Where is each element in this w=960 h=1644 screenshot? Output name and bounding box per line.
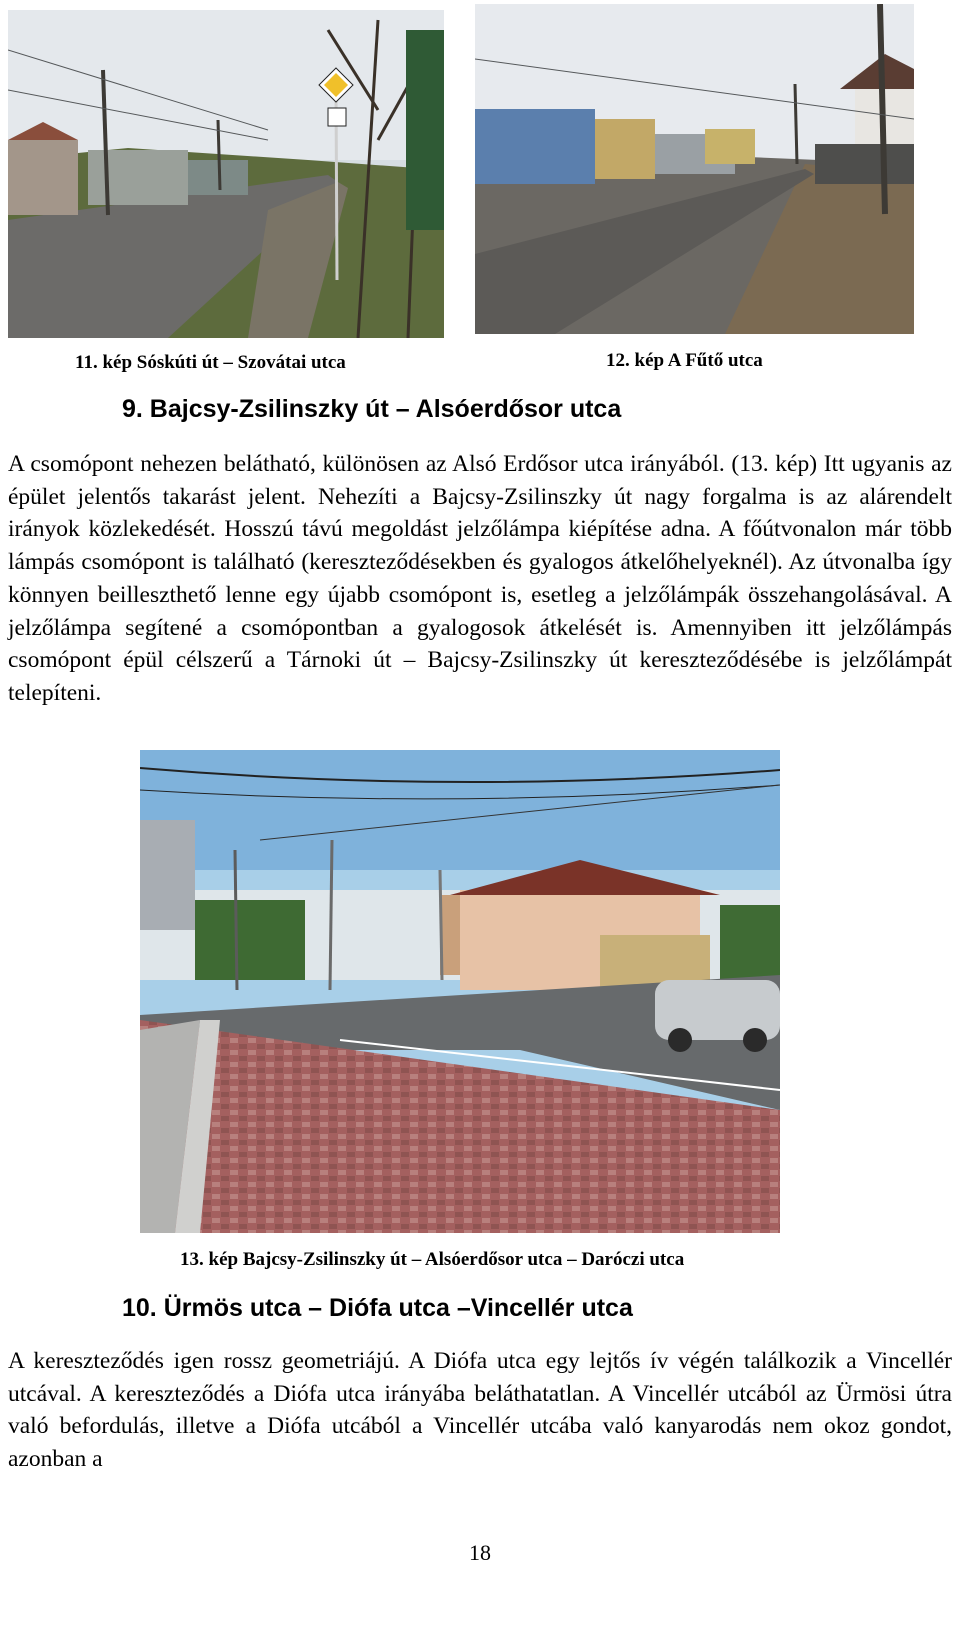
section-body-10: A kereszteződés igen rossz geometriájú. A Diófa utca egy lejtős ív végén találkozik a Vincellér utcával. A kereszteződés a Diófa utca irányába beláthatatlan. A Vincellér utcából az Ürmösi útra való befordulás, illetve a Diófa utcából a Vincellér utcába való kanyarodás nem okoz gondot, azonban a: [8, 1348, 952, 1473]
section-heading-9: 9. Bajcsy-Zsilinszky út – Alsóerdősor utca: [122, 395, 622, 423]
photo-11: [8, 10, 444, 338]
figure-caption-12: 12. kép A Fűtő utca: [606, 350, 763, 371]
photo-12: [475, 4, 914, 334]
section-body-9: A csomópont nehezen belátható, különösen az Alsó Erdősor utca irányából. (13. kép) Itt ugyanis az épület jelentős takarást jelent. Nehezíti a Bajcsy-Zsilinszky út nagy forgalma is az alárendelt irányok közlekedését. Hosszú távú megoldást jelzőlámpa kiépítése adna. A főútvonalon már több lámpás csomópont is található (kereszteződésekben és gyalogos átkelőhelyeknél). Az útvonalba így könnyen beilleszthető lenne egy újabb csomópont is, esetleg a jelzőlámpák összehangolásával. A jelzőlámpa segítené a csomópontban a gyalogosok átkelését is. Amennyiben itt jelzőlámpás csomópont épül célszerű a Tárnoki út – Bajcsy-Zsilinszky út kereszteződésébe is jelzőlámpát telepíteni.: [8, 451, 952, 706]
page-number: 18: [469, 1540, 491, 1565]
photo-13: [140, 750, 780, 1233]
section-heading-10: 10. Ürmös utca – Diófa utca –Vincellér utca: [122, 1294, 633, 1322]
figure-caption-11: 11. kép Sóskúti út – Szovátai utca: [75, 352, 346, 373]
figure-caption-13: 13. kép Bajcsy-Zsilinszky út – Alsóerdősor utca – Daróczi utca: [180, 1249, 685, 1270]
